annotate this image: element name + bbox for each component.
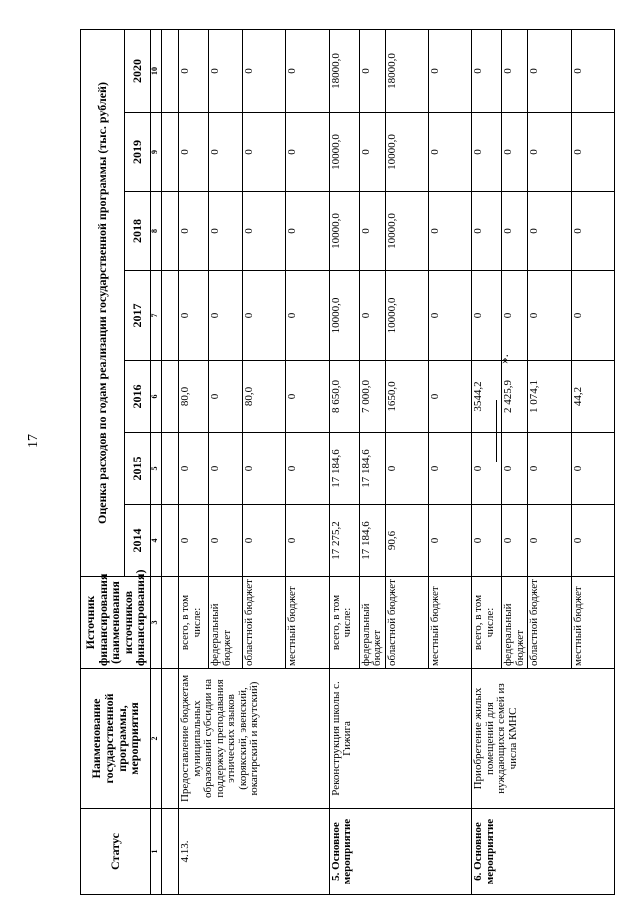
year-header: 2017	[125, 271, 151, 361]
value-cell: 2 425,9	[502, 361, 528, 433]
value-cell: 18000,0	[385, 29, 428, 112]
value-cell: 0	[359, 113, 385, 192]
header-estimate: Оценка расходов по годам реализации государственной программы (тыс. рублей)	[81, 29, 125, 576]
value-cell: 0	[209, 29, 243, 112]
value-cell: 0	[286, 433, 329, 505]
value-cell: 0	[428, 505, 471, 577]
value-cell: 0	[428, 192, 471, 271]
measure-name-cell: Приобретение жилых помещений для нуждающихся семей из числа КМНС	[472, 669, 615, 809]
column-number-row	[151, 29, 162, 894]
value-cell: 0	[286, 29, 329, 112]
value-cell: 0	[359, 271, 385, 361]
value-cell: 0	[385, 433, 428, 505]
value-cell: 0	[209, 113, 243, 192]
value-cell: 90,6	[385, 505, 428, 577]
value-cell: 10000,0	[329, 271, 359, 361]
value-cell: 0	[528, 192, 571, 271]
source-cell: всего, в том числе:	[329, 577, 359, 669]
source-cell: федеральный бюджет	[359, 577, 385, 669]
value-cell: 0	[428, 361, 471, 433]
status-cell: 6. Основное мероприятие	[472, 809, 615, 895]
year-header: 2019	[125, 113, 151, 192]
value-cell: 1650,0	[385, 361, 428, 433]
value-cell: 0	[571, 505, 614, 577]
value-cell: 0	[428, 271, 471, 361]
column-number: 7	[151, 271, 162, 361]
value-cell: 0	[179, 433, 209, 505]
value-cell: 0	[528, 29, 571, 112]
page-number: 17	[26, 434, 41, 448]
value-cell: 17 184,6	[359, 505, 385, 577]
value-cell: 0	[472, 505, 502, 577]
value-cell: 0	[571, 29, 614, 112]
source-cell: всего, в том числе:	[472, 577, 502, 669]
table-row	[472, 29, 502, 894]
year-header: 2015	[125, 433, 151, 505]
value-cell: 0	[243, 271, 286, 361]
value-cell: 0	[472, 271, 502, 361]
value-cell: 3544,2	[472, 361, 502, 433]
value-cell: 17 184,6	[359, 433, 385, 505]
value-cell: 17 184,6	[329, 433, 359, 505]
value-cell: 1 074,1	[528, 361, 571, 433]
value-cell: 0	[571, 433, 614, 505]
closing-quote: ».	[496, 354, 511, 364]
value-cell: 0	[209, 361, 243, 433]
column-number: 9	[151, 113, 162, 192]
value-cell: 0	[571, 192, 614, 271]
value-cell: 17 275,2	[329, 505, 359, 577]
value-cell: 10000,0	[385, 192, 428, 271]
measure-name-cell: Предоставление бюджетам муниципальных образований субсидии на поддержку преподавания этнических языков (корякский, эвенский, юкагирский и якутский)	[179, 669, 330, 809]
value-cell: 0	[502, 505, 528, 577]
source-cell: областной бюджет	[528, 577, 571, 669]
value-cell: 0	[502, 271, 528, 361]
value-cell: 0	[472, 192, 502, 271]
source-cell: областной бюджет	[243, 577, 286, 669]
value-cell: 0	[502, 29, 528, 112]
value-cell: 10000,0	[385, 271, 428, 361]
value-cell: 0	[571, 271, 614, 361]
value-cell: 0	[472, 113, 502, 192]
table-row	[329, 29, 359, 894]
value-cell: 0	[243, 192, 286, 271]
value-cell: 0	[359, 29, 385, 112]
value-cell: 0	[502, 433, 528, 505]
year-header: 2020	[125, 29, 151, 112]
value-cell: 0	[428, 433, 471, 505]
expenditure-table	[80, 29, 615, 895]
value-cell: 8 650,0	[329, 361, 359, 433]
value-cell: 0	[209, 505, 243, 577]
value-cell: 0	[286, 113, 329, 192]
source-cell: областной бюджет	[385, 577, 428, 669]
value-cell: 10000,0	[385, 113, 428, 192]
value-cell: 0	[179, 271, 209, 361]
column-number: 5	[151, 433, 162, 505]
value-cell: 7 000,0	[359, 361, 385, 433]
value-cell: 0	[286, 271, 329, 361]
column-number: 2	[151, 669, 162, 809]
value-cell: 0	[571, 113, 614, 192]
value-cell: 0	[243, 113, 286, 192]
source-cell: федеральный бюджет	[209, 577, 243, 669]
value-cell: 0	[359, 192, 385, 271]
value-cell: 0	[528, 433, 571, 505]
source-cell: всего, в том числе:	[179, 577, 209, 669]
source-cell: местный бюджет	[286, 577, 329, 669]
header-status: Статус	[81, 809, 151, 895]
value-cell: 0	[179, 29, 209, 112]
value-cell: 0	[428, 29, 471, 112]
source-cell: местный бюджет	[428, 577, 471, 669]
header-name: Наименование государственной программы, мероприятия	[81, 669, 151, 809]
column-number: 4	[151, 505, 162, 577]
closing-rule	[496, 400, 497, 462]
status-cell: 4.13.	[179, 809, 330, 895]
value-cell: 0	[502, 113, 528, 192]
value-cell: 0	[428, 113, 471, 192]
value-cell: 18000,0	[329, 29, 359, 112]
value-cell: 0	[528, 113, 571, 192]
value-cell: 0	[502, 192, 528, 271]
value-cell: 0	[209, 433, 243, 505]
column-number: 8	[151, 192, 162, 271]
value-cell: 10000,0	[329, 192, 359, 271]
spacer-row	[162, 29, 179, 894]
value-cell: 0	[179, 505, 209, 577]
value-cell: 0	[286, 361, 329, 433]
value-cell: 80,0	[179, 361, 209, 433]
rotated-table-wrapper	[80, 30, 615, 895]
column-number: 6	[151, 361, 162, 433]
value-cell: 0	[528, 505, 571, 577]
measure-name-cell: Реконструкция школы с. Гижига	[329, 669, 472, 809]
status-cell: 5. Основное мероприятие	[329, 809, 472, 895]
value-cell: 0	[179, 113, 209, 192]
value-cell: 0	[209, 271, 243, 361]
value-cell: 0	[286, 192, 329, 271]
column-number: 10	[151, 29, 162, 112]
column-number: 3	[151, 577, 162, 669]
source-cell: местный бюджет	[571, 577, 614, 669]
header-source: Источник финансирования (наименования источников финансирования)	[81, 577, 151, 669]
year-header: 2018	[125, 192, 151, 271]
value-cell: 80,0	[243, 361, 286, 433]
value-cell: 44,2	[571, 361, 614, 433]
value-cell: 0	[209, 192, 243, 271]
column-number: 1	[151, 809, 162, 895]
value-cell: 0	[528, 271, 571, 361]
value-cell: 0	[243, 505, 286, 577]
value-cell: 10000,0	[329, 113, 359, 192]
value-cell: 0	[243, 29, 286, 112]
source-cell: федеральный бюджет	[502, 577, 528, 669]
value-cell: 0	[472, 433, 502, 505]
value-cell: 0	[472, 29, 502, 112]
year-header: 2016	[125, 361, 151, 433]
value-cell: 0	[179, 192, 209, 271]
table-row	[179, 29, 209, 894]
value-cell: 0	[286, 505, 329, 577]
year-header: 2014	[125, 505, 151, 577]
value-cell: 0	[243, 433, 286, 505]
